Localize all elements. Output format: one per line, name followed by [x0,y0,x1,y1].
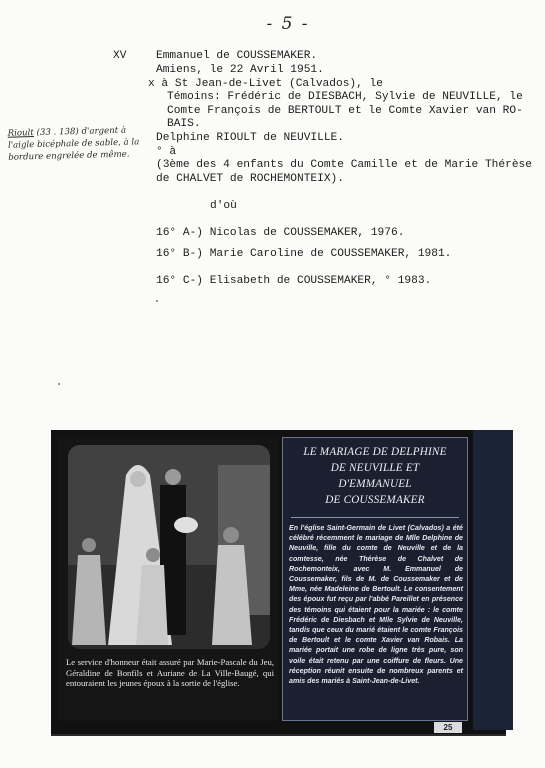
clipping-page-number: 25 [434,722,462,733]
entry-witnesses-3: BAIS. [167,118,201,130]
article-panel [282,437,468,721]
article-title [289,444,461,508]
margin-note-text: (33 . 138) d'argent à l'aigle bicéphale de sable, à la bordure engrelée de même. [7,125,140,163]
photo-caption: Le service d'honneur était assuré par Marie-Pascale du Jeu, Géraldine de Bonfils et Auriane de La Ville-Baugé, qui entouraient les jeunes époux à la sortie de l'église. [66,657,274,689]
article-body: En l'église Saint-Germain de Livet (Calvados) a été célébré récemment le mariage de Mlle Delphine de Neuville, fille du comte de Neuville et de la comtesse, née Thérèse de Chalvet de Rochemonteix, avec M. Emmanuel de Coussemaker, fils de M. de Coussemaker et de Mme, née Madeleine de Bertoult. Le consentement des époux fut reçu par l'abbé Pareillet en présence des témoins qui étaient pour la mariée : le comte Frédéric de Diesbach et Mlle Sylvie de Neuville, tandis que ceux du marié étaient le comte François de Bertoult et le comte Xavier van Robais. La mariée portait une robe de ligne très pure, son voile était retenu par une coiffure de fleurs. Une réception réunit ensuite de nombreux parents et amis des mariés à Saint-Jean-de-Livet. [289,524,463,686]
title-divider [291,517,459,518]
clipping-edge [473,430,513,730]
speck [156,300,158,302]
article-title-line: DE COUSSEMAKER [325,494,425,506]
entry-marriage-place: x à St Jean-de-Livet (Calvados), le [148,78,383,90]
page-number: - 5 - [266,14,310,34]
article-title-line: LE MARIAGE DE DELPHINE [303,446,447,458]
child-a: 16° A-) Nicolas de COUSSEMAKER, 1976. [156,227,405,239]
entry-bride-parents-2: de CHALVET de ROCHEMONTEIX). [156,173,344,185]
wedding-photo [68,445,270,649]
entry-witnesses-1: Témoins: Frédéric de DIESBACH, Sylvie de NEUVILLE, le [167,91,523,103]
entry-groom-name: Emmanuel de COUSSEMAKER. [156,50,318,62]
entry-witnesses-2: Comte François de BERTOULT et le Comte Xavier van RO- [167,105,523,117]
margin-note-name: Rioult [7,128,34,139]
entry-groom-birth: Amiens, le 22 Avril 1951. [156,64,324,76]
entry-bride-name: Delphine RIOULT de NEUVILLE. [156,132,344,144]
margin-note-arms [8,124,141,163]
child-b: 16° B-) Marie Caroline de COUSSEMAKER, 1981. [156,248,452,260]
wedding-photo-figures [68,445,270,649]
speck [58,383,60,385]
child-c: 16° C-) Elisabeth de COUSSEMAKER, ° 1983. [156,275,432,287]
clipping-bottom-edge [51,734,506,736]
entry-bride-parents-1: (3ème des 4 enfants du Comte Camille et de Marie Thérèse [156,159,532,171]
entry-bride-birth: ° à [156,146,177,158]
article-title-line: DE NEUVILLE ET [330,462,420,474]
article-title-line: D'EMMANUEL [338,478,412,490]
entry-dou: d'où [210,200,237,212]
entry-number: XV [113,50,127,62]
photo-panel [58,437,278,721]
